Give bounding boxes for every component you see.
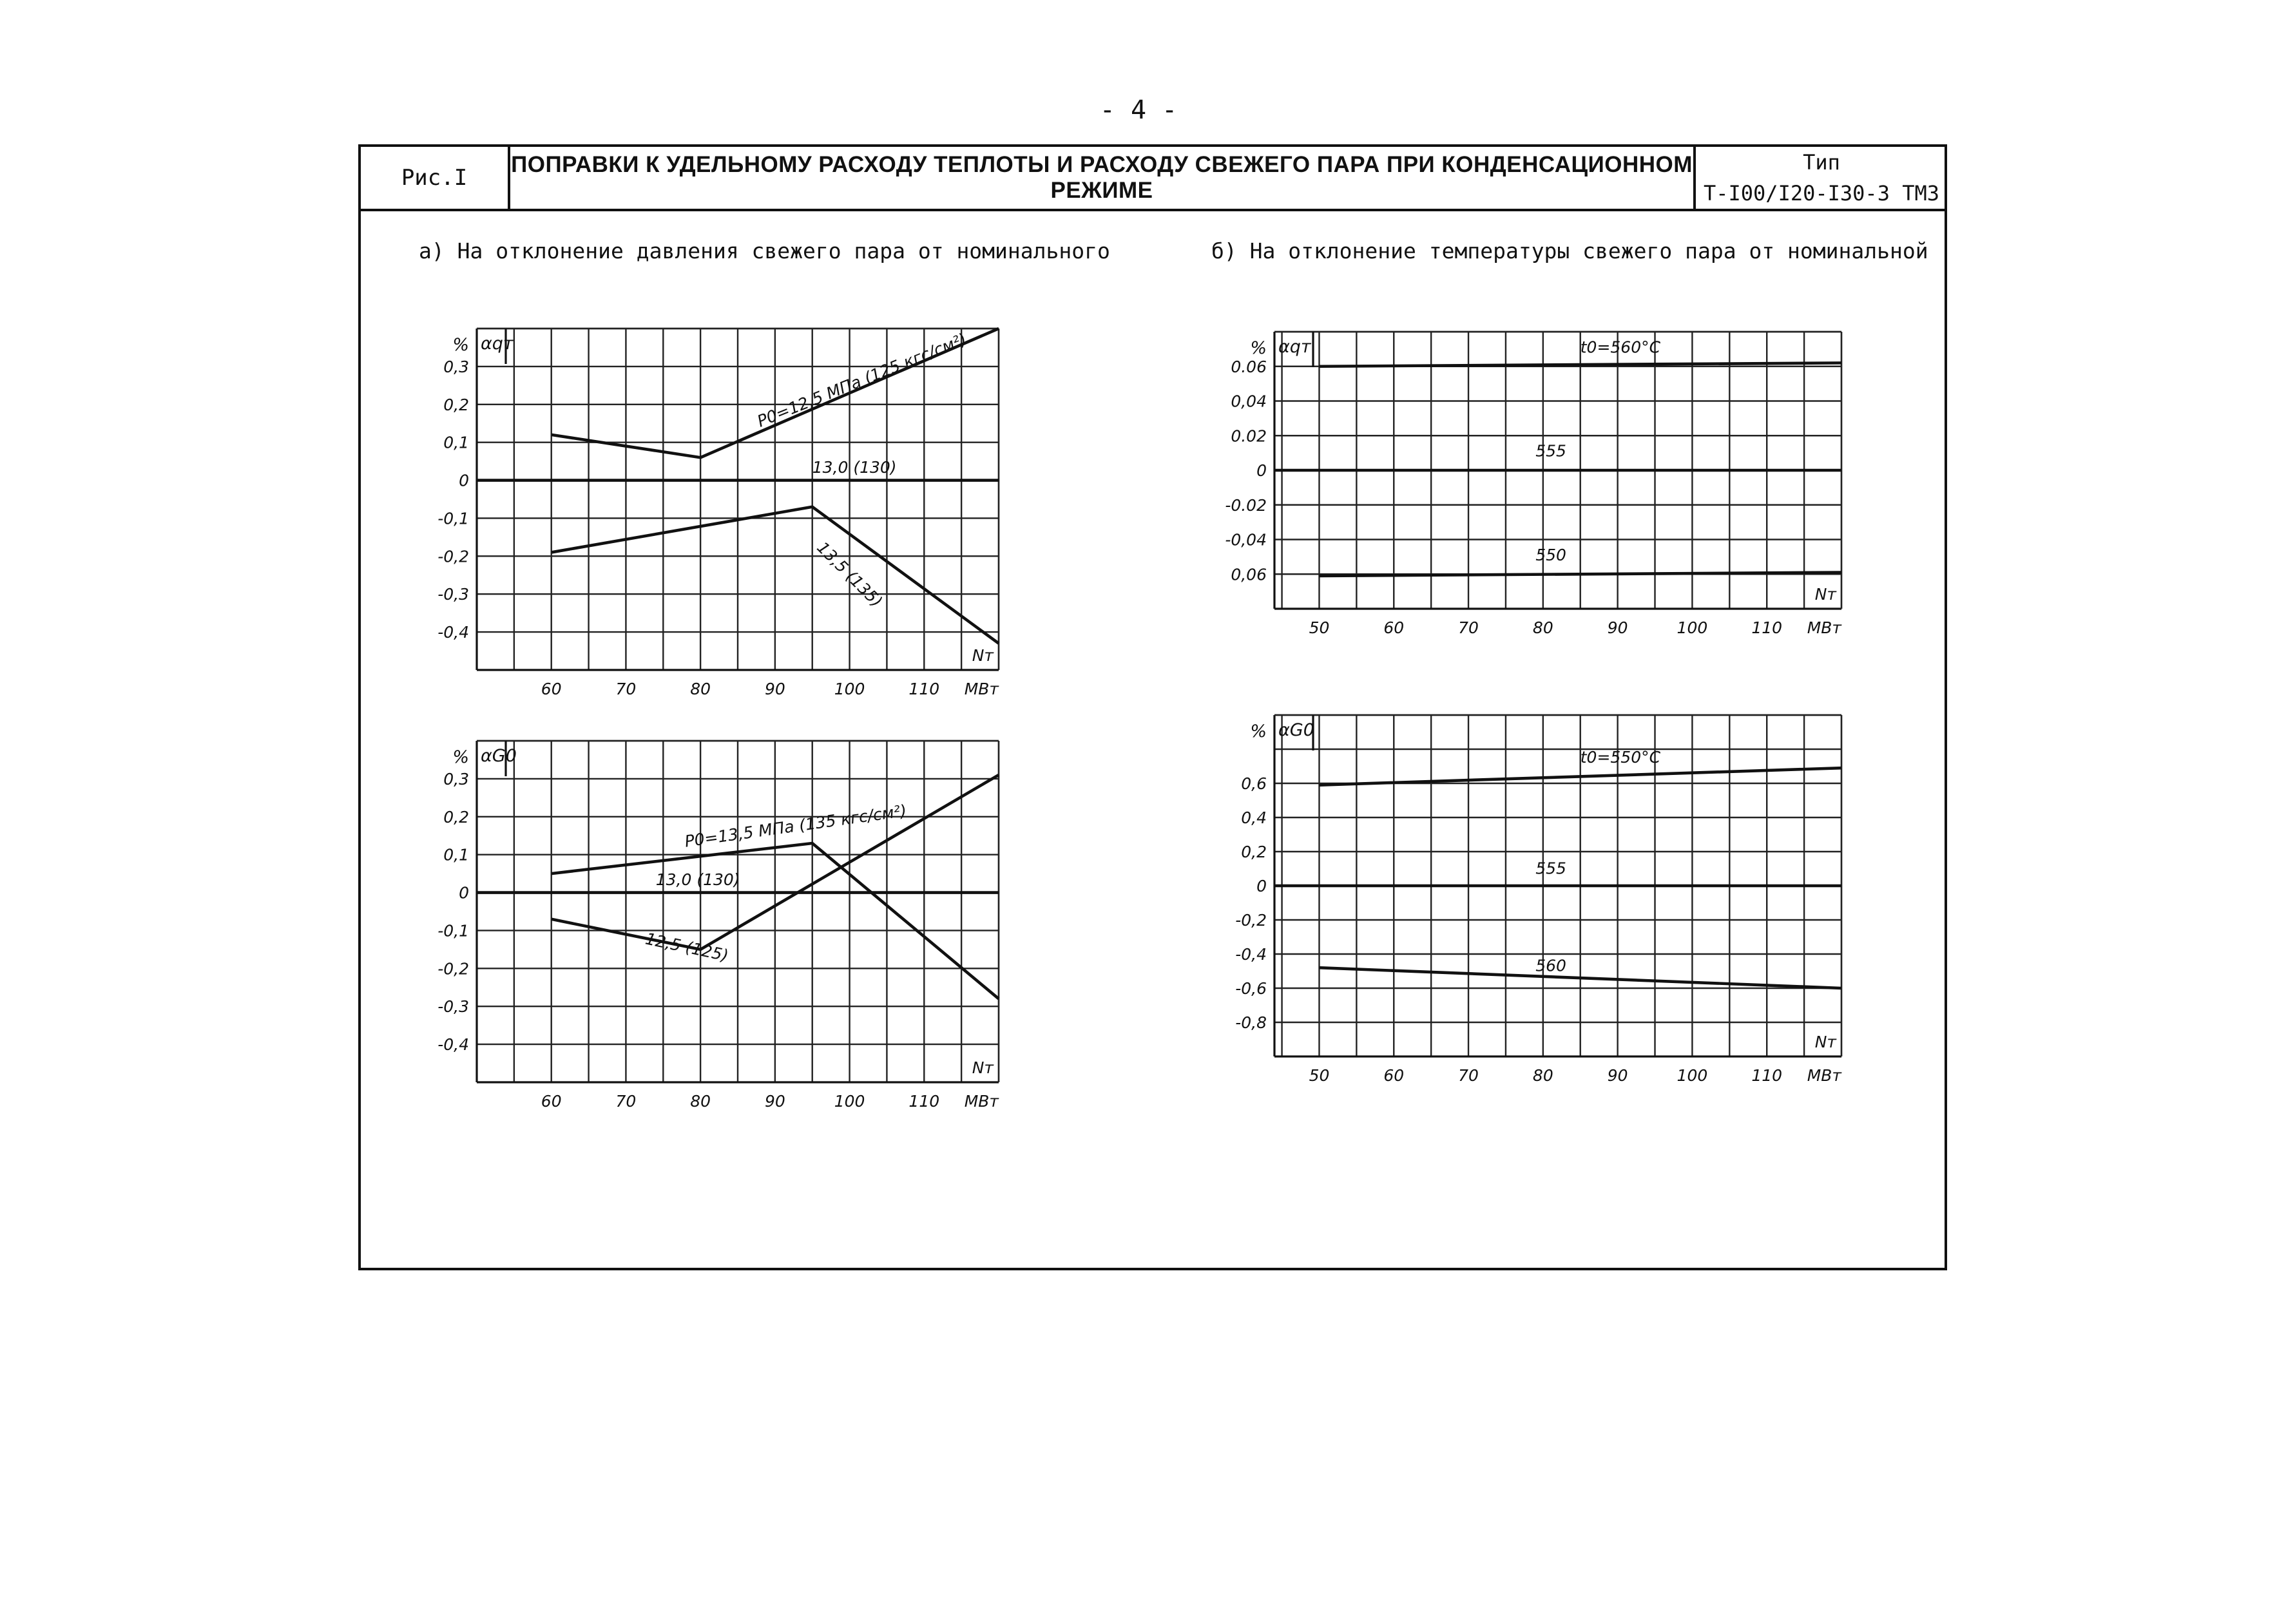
- y-tick-label: 0,2: [443, 807, 469, 826]
- y-tick-label: 0,6: [1241, 774, 1267, 793]
- x-tick-label: 90: [1607, 618, 1628, 637]
- y-tick-label: -0,6: [1235, 979, 1267, 998]
- x-tick-label: 110: [908, 1092, 940, 1111]
- x-tick-label: 60: [541, 1092, 562, 1111]
- x-unit-label: МВт: [964, 1092, 999, 1111]
- curve-label: t0=550°C: [1580, 748, 1661, 767]
- x-tick-label: 70: [615, 1092, 637, 1111]
- x-tick-label: 80: [690, 680, 711, 698]
- y-tick-label: 0,1: [443, 845, 469, 865]
- y-tick-label: 0,06: [1231, 565, 1267, 584]
- y-tick-label: -0,1: [437, 509, 469, 528]
- y-tick-label: -0,4: [1235, 945, 1267, 964]
- y-axis-label: αG0: [1278, 720, 1314, 740]
- y-tick-label: -0,2: [437, 959, 469, 979]
- x-tick-label: 100: [1677, 618, 1708, 637]
- curve-label: 560: [1535, 956, 1566, 975]
- x-tick-label: 100: [834, 680, 865, 698]
- section-label-pressure: а) На отклонение давления свежего пара от номинального: [419, 238, 1110, 263]
- y-tick-label: -0,1: [437, 921, 469, 941]
- x-axis-label: Nт: [1814, 1033, 1836, 1051]
- x-tick-label: 70: [615, 680, 637, 698]
- y-tick-label: -0,4: [437, 1035, 469, 1055]
- y-tick-label: 0: [459, 471, 469, 490]
- x-tick-label: 50: [1309, 618, 1330, 637]
- x-unit-label: МВт: [1807, 618, 1841, 637]
- y-tick-label: -0.02: [1225, 495, 1267, 515]
- y-unit-label: %: [452, 335, 469, 355]
- figure-label: Рис.I: [361, 147, 510, 209]
- x-tick-label: 110: [1751, 1066, 1783, 1085]
- y-unit-label: %: [452, 747, 469, 767]
- y-tick-label: -0,8: [1235, 1013, 1267, 1032]
- chart-pressure-heat-rate: [437, 322, 1012, 709]
- y-tick-label: 0: [1256, 877, 1267, 895]
- x-tick-label: 60: [1383, 1066, 1405, 1085]
- x-tick-label: 100: [834, 1092, 865, 1111]
- type-label: Тип: [1803, 150, 1840, 175]
- x-tick-label: 70: [1458, 618, 1479, 637]
- figure-title: ПОПРАВКИ К УДЕЛЬНОМУ РАСХОДУ ТЕПЛОТЫ И РАСХОДУ СВЕЖЕГО ПАРА ПРИ КОНДЕНСАЦИОННОМ РЕЖИМЕ: [510, 147, 1696, 209]
- y-tick-label: 0,2: [1241, 843, 1267, 861]
- x-tick-label: 110: [1751, 618, 1783, 637]
- x-tick-label: 60: [1383, 618, 1405, 637]
- x-tick-label: 80: [690, 1092, 711, 1111]
- x-tick-label: 50: [1309, 1066, 1330, 1085]
- y-tick-label: -0,3: [437, 997, 469, 1017]
- x-axis-label: Nт: [1814, 585, 1836, 604]
- chart-temperature-heat-rate: [1224, 325, 1869, 654]
- y-axis-label: αqт: [1278, 337, 1311, 357]
- series-line: [1319, 573, 1841, 576]
- curve-label: 555: [1535, 441, 1566, 461]
- y-tick-label: 0.02: [1231, 426, 1267, 446]
- y-axis-label: αG0: [481, 746, 517, 766]
- x-tick-label: 80: [1532, 1066, 1553, 1085]
- x-tick-label: 110: [908, 680, 940, 698]
- type-value: Т-I00/I20-I30-3 ТМЗ: [1703, 181, 1940, 205]
- x-tick-label: 90: [764, 680, 785, 698]
- x-tick-label: 80: [1532, 618, 1553, 637]
- x-tick-label: 90: [764, 1092, 785, 1111]
- y-unit-label: %: [1250, 338, 1267, 358]
- y-tick-label: 0,4: [1241, 808, 1267, 827]
- header-row: [361, 147, 1945, 211]
- y-tick-label: 0.06: [1231, 357, 1267, 376]
- x-tick-label: 100: [1677, 1066, 1708, 1085]
- page-number: - 4 -: [1099, 95, 1178, 125]
- curve-label: 13,0 (130): [812, 457, 897, 477]
- y-axis-label: αqт: [481, 334, 514, 354]
- y-tick-label: -0,3: [437, 585, 469, 604]
- x-tick-label: 70: [1458, 1066, 1479, 1085]
- y-tick-label: 0,1: [443, 433, 469, 452]
- y-tick-label: -0,4: [437, 623, 469, 642]
- y-tick-label: -0,2: [1235, 911, 1267, 930]
- x-unit-label: МВт: [1807, 1066, 1841, 1085]
- curve-label: t0=560°C: [1580, 338, 1661, 357]
- curve-label: 13,0 (130): [655, 870, 740, 889]
- y-tick-label: -0,04: [1225, 530, 1267, 549]
- y-unit-label: %: [1250, 721, 1267, 741]
- section-label-temperature: б) На отклонение температуры свежего пара от номинальной: [1211, 238, 1928, 263]
- x-tick-label: 90: [1607, 1066, 1628, 1085]
- curve-label: 13,5 (135): [813, 538, 887, 611]
- y-tick-label: 0,04: [1231, 392, 1267, 411]
- x-unit-label: МВт: [964, 680, 999, 698]
- curve-label: 555: [1535, 859, 1566, 878]
- curve-label: 550: [1535, 545, 1566, 564]
- y-tick-label: 0: [459, 883, 469, 903]
- curve-label: P0=12,5 МПа (125 кгс/см²): [754, 329, 970, 431]
- curve-label: P0=13,5 МПа (135 кгс/см²): [683, 801, 908, 851]
- chart-pressure-steam-flow: [437, 734, 1012, 1121]
- x-axis-label: Nт: [972, 646, 994, 665]
- y-tick-label: 0,3: [443, 769, 469, 788]
- curve-label: 12,5 (125): [644, 929, 731, 966]
- y-tick-label: 0: [1256, 461, 1267, 480]
- chart-temperature-steam-flow: [1224, 709, 1869, 1095]
- x-axis-label: Nт: [972, 1058, 994, 1077]
- y-tick-label: -0,2: [437, 547, 469, 566]
- x-tick-label: 60: [541, 680, 562, 698]
- y-tick-label: 0,2: [443, 395, 469, 414]
- turbine-type-cell: [1696, 147, 1947, 209]
- y-tick-label: 0,3: [443, 357, 469, 376]
